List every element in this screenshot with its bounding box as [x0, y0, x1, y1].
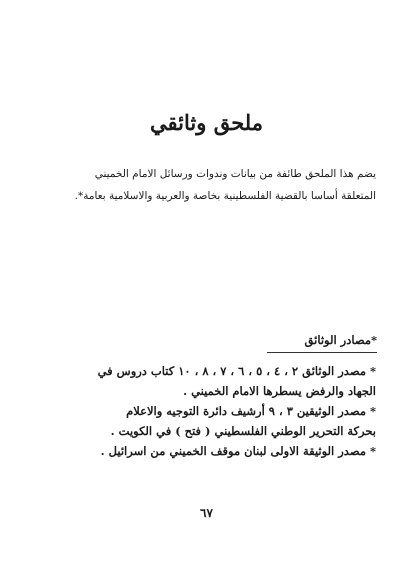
page-number: ٦٧	[200, 506, 213, 520]
source-line: الجهاد والرفض يسطرها الامام الخميني .	[183, 384, 376, 398]
intro-line: يضم هذا الملحق طائفة من بيانات وندوات ورسائل الامام الخميني	[94, 168, 376, 180]
source-line: * مصدر الوثيقين ٣ ، ٩ أرشيف دائرة التوجيه والاعلام	[126, 404, 376, 418]
intro-paragraph	[40, 163, 376, 207]
source-line: * مصدر الوثيقة الاولى لبنان موقف الخميني من اسرائيل .	[100, 444, 376, 458]
source-line: بحركة التحرير الوطني الفلسطيني ( فتح ) في الكويت .	[110, 424, 376, 438]
intro-line: المتعلقة أساسا بالقضية الفلسطينية بخاصة والعربية والاسلامية بعامة*.	[74, 190, 376, 202]
sources-list	[44, 361, 376, 461]
page-title: ملحق وثائقي	[150, 110, 263, 135]
source-line: * مصدر الوثائق ٢ ، ٤ ، ٥ ، ٦ ، ٧ ، ٨ ، ١٠ كتاب دروس في	[97, 364, 376, 378]
sources-divider	[267, 352, 377, 353]
sources-heading: *مصادر الوثائق	[304, 333, 377, 347]
